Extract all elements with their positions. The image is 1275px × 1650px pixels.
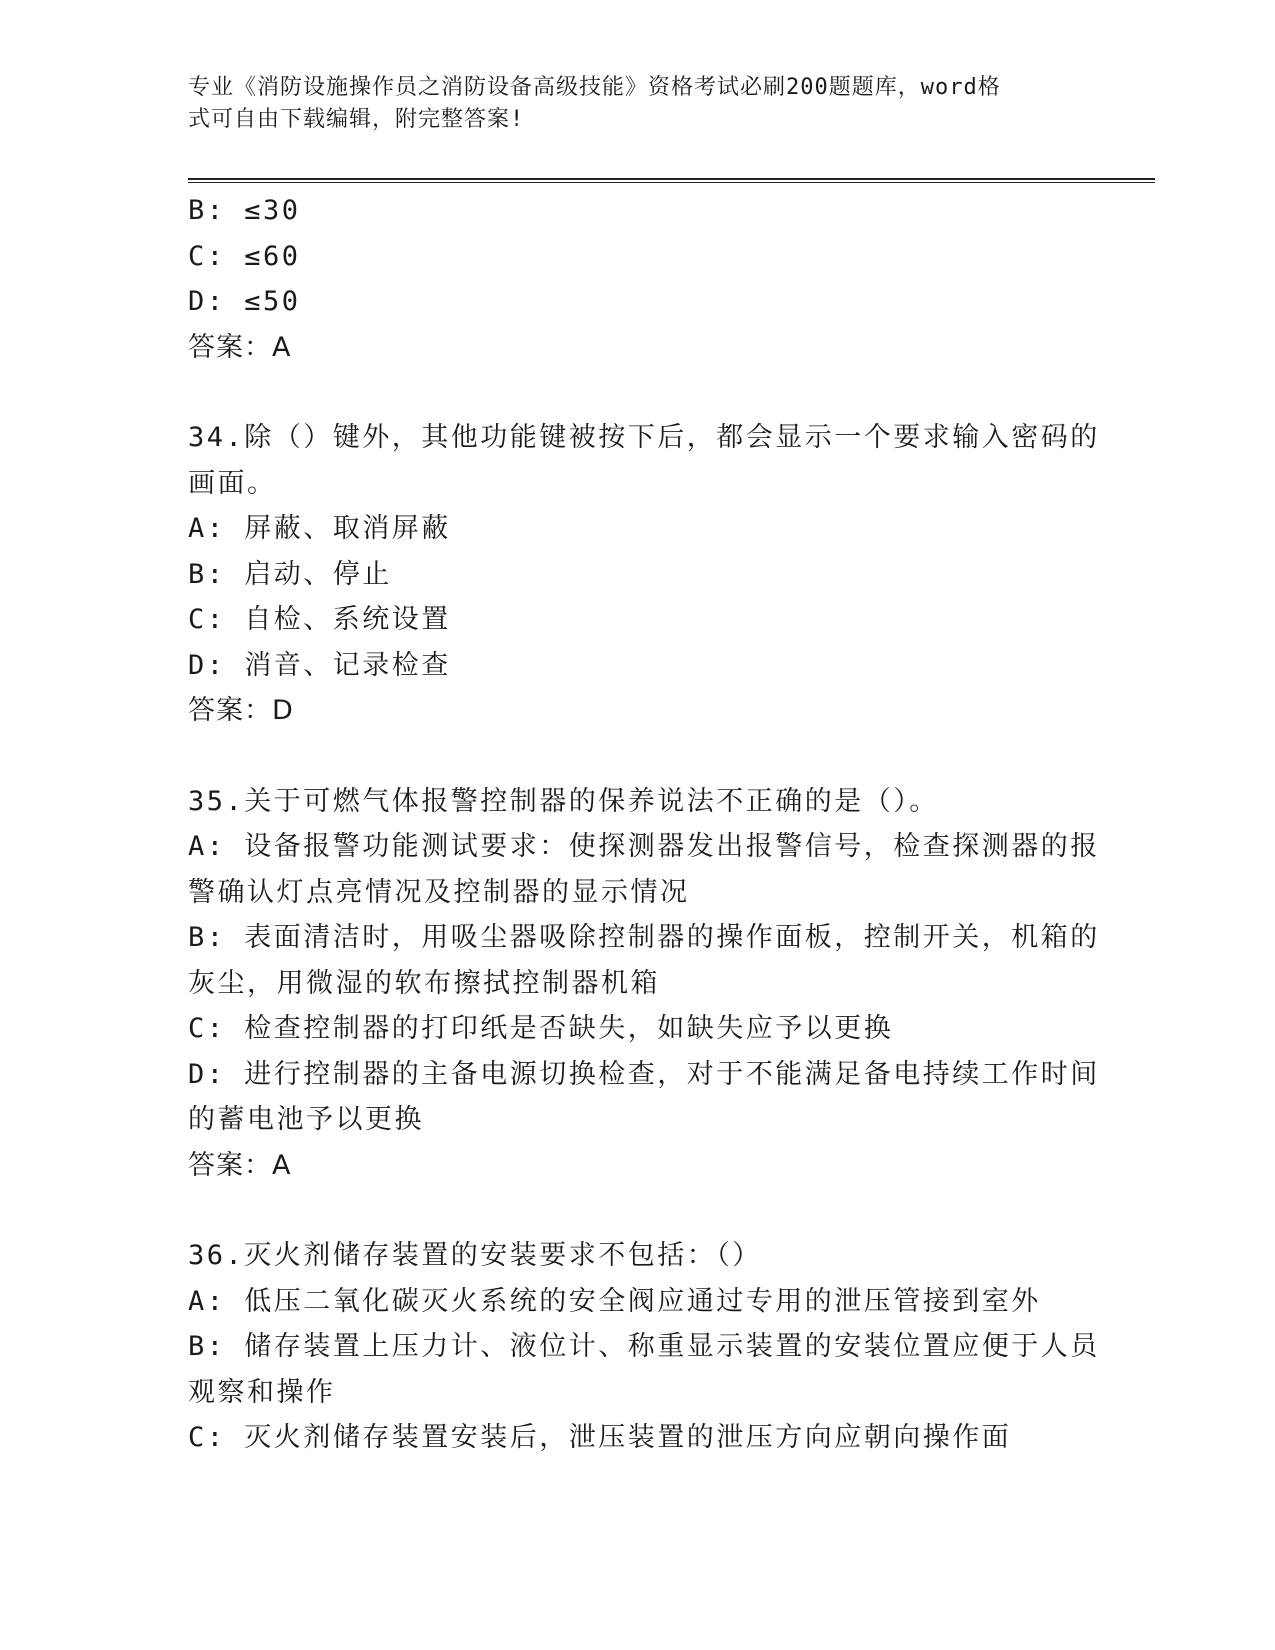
option-a: A: 低压二氧化碳灭火系统的安全阀应通过专用的泄压管接到室外 (188, 1285, 1041, 1317)
option-a: A: 屏蔽、取消屏蔽 (188, 513, 451, 544)
header-line-1: 专业《消防设施操作员之消防设备高级技能》资格考试必刷200题题库，word格 (188, 75, 1001, 100)
question-34 (188, 415, 1100, 734)
option-a: A: 设备报警功能测试要求：使探测器发出报警信号，检查探测器的报 (188, 831, 1100, 862)
page-header (188, 72, 1088, 136)
option-d-cont: 的蓄电池予以更换 (188, 1104, 424, 1135)
option-b: B: 启动、停止 (188, 558, 392, 590)
answer-label: 答案：A (188, 331, 292, 363)
answer-label: 答案：D (188, 695, 294, 726)
question-35 (188, 779, 1100, 1189)
question-stem-cont: 画面。 (188, 467, 277, 499)
header-line-2: 式可自由下载编辑，附完整答案! (188, 107, 525, 132)
question-36 (188, 1233, 1100, 1461)
question-stem: 34.除（）键外，其他功能键被按下后，都会显示一个要求输入密码的 (188, 422, 1100, 453)
option-d: D: 消音、记录检查 (188, 649, 451, 681)
option-b-cont: 灰尘，用微湿的软布擦拭控制器机箱 (188, 967, 660, 999)
question-stem: 35.关于可燃气体报警控制器的保养说法不正确的是（）。 (188, 785, 939, 817)
option-b: B: ≤30 (188, 195, 301, 226)
option-d: D: 进行控制器的主备电源切换检查，对于不能满足备电持续工作时间 (188, 1058, 1100, 1090)
option-d: D: ≤50 (188, 286, 301, 317)
option-c: C: 检查控制器的打印纸是否缺失，如缺失应予以更换 (188, 1013, 894, 1044)
option-b-cont: 观察和操作 (188, 1376, 336, 1408)
option-b: B: 表面清洁时，用吸尘器吸除控制器的操作面板，控制开关，机箱的 (188, 922, 1100, 953)
question-stem: 36.灭火剂储存装置的安装要求不包括：（） (188, 1240, 762, 1271)
option-c: C: 自检、系统设置 (188, 604, 451, 635)
document-body (188, 188, 1100, 1461)
answer-label: 答案：A (188, 1149, 292, 1181)
option-a-cont: 警确认灯点亮情况及控制器的显示情况 (188, 876, 690, 908)
option-c: C: 灭火剂储存装置安装后，泄压装置的泄压方向应朝向操作面 (188, 1422, 1012, 1453)
option-b: B: 储存装置上压力计、液位计、称重显示装置的安装位置应便于人员 (188, 1331, 1100, 1362)
option-c: C: ≤60 (188, 240, 301, 272)
header-divider (188, 178, 1155, 183)
question-33 (188, 188, 1088, 370)
